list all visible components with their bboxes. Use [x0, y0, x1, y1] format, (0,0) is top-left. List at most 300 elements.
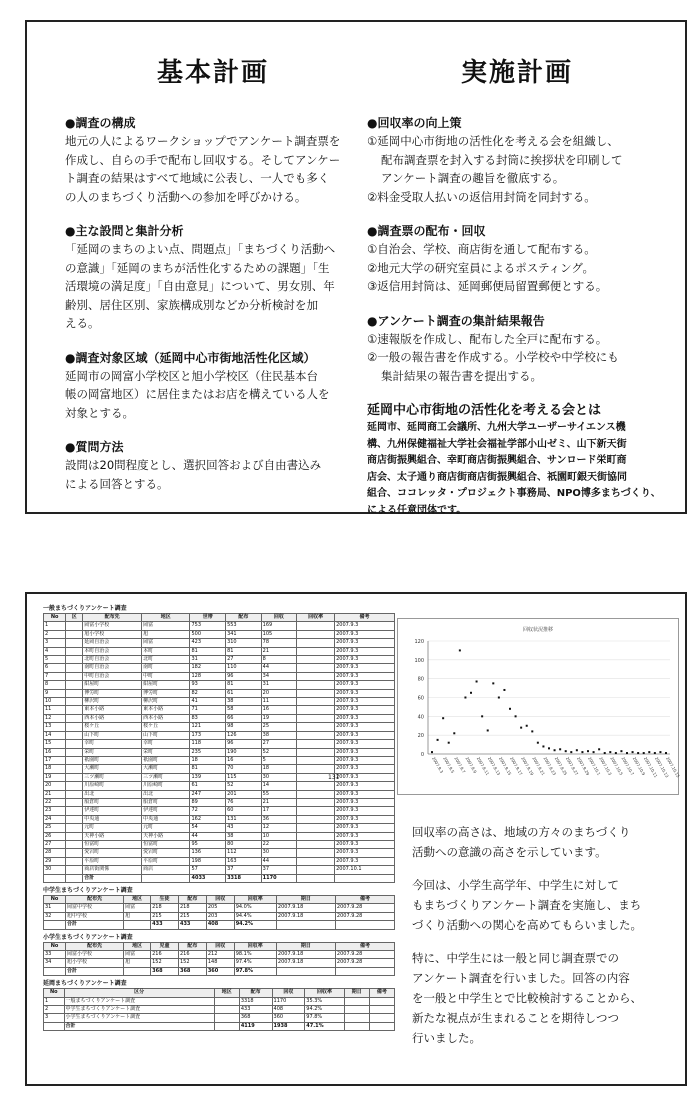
table-cell: 10 [44, 698, 66, 706]
basic-plan-sections [65, 115, 361, 493]
table-cell [66, 857, 83, 865]
table-row [44, 824, 395, 832]
table-cell: 162 [190, 815, 226, 823]
table-row [44, 1014, 395, 1022]
chart-y-tick-label: 100 [414, 657, 424, 664]
survey-table [43, 895, 395, 930]
table-cell: 24 [44, 815, 66, 823]
chart-point [548, 747, 550, 749]
chart-point [598, 748, 600, 750]
table-header-cell: 配布 [178, 942, 206, 950]
table-header-cell: 備考 [335, 896, 394, 904]
table-cell: 136 [190, 849, 226, 857]
table-cell: 3318 [239, 997, 272, 1005]
table-header-cell: 児童 [151, 942, 179, 950]
table-total-cell: 368 [151, 967, 179, 975]
section-line: ②一般の報告書を作成する。小学校や中学校にも [367, 350, 619, 364]
table-cell: 96 [226, 740, 262, 748]
table-cell: 96 [226, 672, 262, 680]
section-heading: ●調査対象区域（延岡中心市街地活性化区域） [65, 350, 316, 365]
table-cell [297, 748, 335, 756]
table-cell: 16 [226, 756, 262, 764]
table-cell: 旭中学校 [66, 912, 124, 920]
table-header-cell: 配布 [178, 896, 206, 904]
table-cell: 平原町 [142, 857, 190, 865]
table-title: 小学生まちづくりアンケート調査 [43, 933, 133, 941]
table-cell [66, 647, 83, 655]
chart-x-tick-label: 2007.10.13 [653, 756, 670, 779]
table-cell [66, 782, 83, 790]
table-header-cell: 配布先 [66, 942, 124, 950]
chart-x-tick-label: 2007.10.11 [642, 756, 659, 779]
table-cell: 岡富中学校 [66, 904, 124, 912]
chart-x-tick-label: 2007.9.3 [431, 756, 445, 774]
table-total-cell: 433 [178, 921, 206, 929]
table-row [44, 681, 395, 689]
section-line: 集計結果の報告書を提出する。 [381, 368, 542, 383]
chart-x-tick-label: 2007.9.5 [442, 756, 456, 774]
table-header-cell: 配布先 [66, 896, 124, 904]
table-cell: 北町 [142, 656, 190, 664]
chart-point [437, 739, 439, 741]
chart-y-tick-label: 20 [417, 733, 424, 740]
basic-plan-column [65, 22, 361, 510]
table-total-cell: 3318 [226, 874, 262, 882]
table-cell: 216 [151, 951, 179, 959]
chart-point [431, 751, 433, 753]
table-total-cell: 433 [151, 921, 179, 929]
table-cell: 215 [178, 912, 206, 920]
table-row [44, 798, 395, 806]
table-header-cell: 地区 [124, 896, 151, 904]
table-cell [66, 672, 83, 680]
chart-point [492, 682, 494, 684]
table-cell: 2007.9.18 [276, 951, 335, 959]
chart-point [587, 750, 589, 752]
table-cell: 76 [226, 798, 262, 806]
table-cell: 203 [206, 912, 234, 920]
table-header-cell: 回収率 [234, 942, 276, 950]
table-cell: 26 [44, 832, 66, 840]
table-cell [297, 765, 335, 773]
table-header-cell: 配布先 [83, 614, 142, 622]
table-cell: 38 [226, 698, 262, 706]
table-cell: 岡富 [142, 622, 190, 630]
plan-section [65, 439, 361, 493]
table-header-cell: 配布 [226, 614, 262, 622]
chart-point [565, 750, 567, 752]
table-row [44, 912, 395, 920]
table-cell [297, 731, 335, 739]
table-cell: 博労町 [83, 689, 142, 697]
table-cell: 44 [261, 664, 297, 672]
commentary-paragraph [412, 948, 687, 1048]
table-total-cell: 97.8% [234, 967, 276, 975]
implementation-plan-column [367, 22, 667, 519]
table-cell: 10 [261, 832, 297, 840]
section-line: 地元の人によるワークショップでアンケート調査票を [65, 134, 341, 148]
table-header-cell: 回収率 [234, 896, 276, 904]
table-cell: 9 [44, 689, 66, 697]
commentary-line: づくり活動への関心を高めてもらいました。 [412, 918, 642, 932]
table-total-cell: 1938 [272, 1022, 305, 1030]
table-row [44, 866, 395, 874]
table-cell: 60 [226, 807, 262, 815]
table-cell: 2007.9.3 [335, 622, 395, 630]
table-total-cell [124, 967, 151, 975]
table-row [44, 849, 395, 857]
table-cell: 37 [261, 866, 297, 874]
table-cell [297, 672, 335, 680]
table-total-cell: 94.2% [234, 921, 276, 929]
table-cell: 出北 [142, 790, 190, 798]
table-cell [66, 815, 83, 823]
table-header-cell: 回収 [206, 942, 234, 950]
chart-y-tick-label: 60 [417, 695, 424, 702]
table-row [44, 904, 395, 912]
table-cell: 95 [190, 840, 226, 848]
table-total-cell [335, 874, 395, 882]
table-cell: 愛宕町 [142, 849, 190, 857]
table-cell [369, 997, 394, 1005]
table-cell: 柳沢町 [83, 698, 142, 706]
table-cell: 57 [190, 866, 226, 874]
table-cell: 98 [226, 723, 262, 731]
table-cell: 川原崎町 [83, 782, 142, 790]
results-panel [25, 592, 687, 1086]
section-line: 配布調査票を封入する封筒に挨拶状を印刷して [381, 152, 623, 167]
table-cell: 753 [190, 622, 226, 630]
commentary-line: 新たな視点が生まれることを期待しつつ [412, 1011, 619, 1025]
chart-point [581, 751, 583, 753]
table-row [44, 959, 395, 967]
table-cell: 11 [261, 698, 297, 706]
table-cell: 21 [44, 790, 66, 798]
chart-point [570, 751, 572, 753]
table-cell: 247 [190, 790, 226, 798]
table-total-cell: 360 [206, 967, 234, 975]
table-cell: 南町 [142, 664, 190, 672]
chart-point [520, 727, 522, 729]
section-line: アンケート調査の趣旨を徹底する。 [381, 171, 565, 185]
section-heading: ●回収率の向上策 [367, 116, 462, 130]
section-line: える。 [65, 316, 100, 330]
table-cell: 延岡自治会 [83, 639, 142, 647]
table-row [44, 714, 395, 722]
table-cell [297, 815, 335, 823]
table-cell: 商店 [142, 866, 190, 874]
table-cell [297, 622, 335, 630]
table-cell [66, 790, 83, 798]
table-cell: 37 [226, 866, 262, 874]
table-row [44, 790, 395, 798]
table-cell: 131 [226, 815, 262, 823]
section-body [367, 132, 667, 206]
table-cell: 2007.9.3 [335, 723, 395, 731]
table-cell: 14 [44, 731, 66, 739]
table-cell: 2007.9.3 [335, 740, 395, 748]
table-cell: 38 [261, 731, 297, 739]
table-cell: 44 [261, 857, 297, 865]
table-cell: 3 [44, 639, 66, 647]
commentary-line: 活動への意識の高さを示しています。 [412, 845, 607, 859]
table-total-cell [369, 1022, 394, 1030]
table-row [44, 857, 395, 865]
table-cell [214, 1014, 239, 1022]
table-title: 一般まちづくりアンケート調査 [43, 605, 127, 612]
table-row [44, 773, 395, 781]
table-cell: 2007.9.3 [335, 731, 395, 739]
table-cell: 2007.10.1 [335, 866, 395, 874]
table-cell [66, 756, 83, 764]
chart-point [554, 749, 556, 751]
note-131: 131 [328, 774, 340, 781]
table-total-cell: 4033 [190, 874, 226, 882]
table-cell [66, 849, 83, 857]
table-row [44, 997, 395, 1005]
table-cell [297, 723, 335, 731]
table-cell [297, 639, 335, 647]
table-total-cell [297, 874, 335, 882]
chart-point [464, 697, 466, 699]
table-cell: 船倉町 [83, 798, 142, 806]
table-cell: 22 [261, 840, 297, 848]
section-line: 延岡市の岡富小学校区と旭小学校区（住民基本台 [65, 368, 318, 383]
table-cell: 中町 [142, 672, 190, 680]
table-cell: 中央通 [142, 815, 190, 823]
section-heading: ●調査の構成 [65, 116, 136, 130]
table-cell [66, 840, 83, 848]
table-cell [297, 824, 335, 832]
table-cell: 19 [261, 714, 297, 722]
table-cell: 2007.9.3 [335, 647, 395, 655]
table-cell: 81 [226, 681, 262, 689]
chart-title: 回収状況推移 [522, 627, 554, 633]
chart-point [481, 715, 483, 717]
chart-point [526, 725, 528, 727]
table-cell: 2007.9.3 [335, 698, 395, 706]
section-line: 齢別、居住区別、家族構成別などか分析検討を加 [65, 297, 318, 312]
table-cell: 28 [44, 849, 66, 857]
table-total-cell: 1170 [261, 874, 297, 882]
table-cell: 52 [261, 748, 297, 756]
chart-point [632, 751, 634, 753]
table-cell: 93 [190, 681, 226, 689]
table-cell: 30 [44, 866, 66, 874]
table-cell: 94.0% [234, 904, 276, 912]
table-cell: 20 [44, 782, 66, 790]
table-cell [297, 832, 335, 840]
table-cell [297, 664, 335, 672]
table-cell: 163 [226, 857, 262, 865]
table-cell [297, 807, 335, 815]
commentary-line: もまちづくりアンケート調査を実施し、まち [412, 898, 642, 912]
section-line: 作成し、自らの手で配布し回収する。そしてアンケー [65, 152, 341, 167]
table-cell [297, 740, 335, 748]
section-line: ①自治会、学校、商店街を通して配布する。 [367, 242, 596, 256]
organization-title: 延岡中心市街地の活性化を考える会とは [367, 403, 602, 418]
table-cell: 81 [226, 647, 262, 655]
chart-x-tick-label: 2007.10.15 [665, 756, 681, 779]
table-row [44, 1006, 395, 1014]
table-cell: 中学生まちづくりアンケート調査 [64, 1006, 214, 1014]
table-total-cell: 合計 [83, 874, 142, 882]
table-cell: 218 [151, 904, 179, 912]
section-line: ①延岡中心市街地の活性化を考える会を組織し、 [367, 134, 619, 148]
chart-point [537, 742, 539, 744]
section-line: 帳の岡富地区）に居住またはお店を構えている人を [65, 387, 330, 401]
table-cell: 2007.9.28 [335, 904, 394, 912]
chart-point [615, 752, 617, 754]
survey-table [43, 942, 395, 977]
table-cell: 25 [44, 824, 66, 832]
table-header-row [44, 896, 395, 904]
table-cell: 旭小学校 [66, 959, 124, 967]
table-cell: 105 [261, 630, 297, 638]
table-cell: 4 [44, 647, 66, 655]
table-cell: 71 [190, 706, 226, 714]
table-cell [66, 681, 83, 689]
table-cell: 平原町 [83, 857, 142, 865]
chart-point [604, 752, 606, 754]
chart-x-tick-label: 2007.9.15 [497, 756, 513, 777]
section-body [65, 456, 361, 493]
table-cell: 15 [44, 740, 66, 748]
table-cell: 伊達町 [83, 807, 142, 815]
table-cell: 17 [44, 756, 66, 764]
plan-section [367, 313, 667, 386]
table-header-cell: 地区 [142, 614, 190, 622]
table-cell [66, 765, 83, 773]
table-cell: 70 [226, 765, 262, 773]
chart-point [576, 749, 578, 751]
table-header-cell: 期日 [276, 942, 335, 950]
table-cell: 23 [44, 807, 66, 815]
table-cell: 天神小路 [83, 832, 142, 840]
table-cell: 元町 [83, 824, 142, 832]
table-cell: 2007.9.3 [335, 630, 395, 638]
survey-tables [43, 604, 395, 1031]
chart-x-tick-label: 2007.10.1 [587, 756, 602, 777]
table-cell: 152 [151, 959, 179, 967]
table-cell: 旭 [124, 912, 151, 920]
table-cell [297, 647, 335, 655]
table-cell: 97.8% [305, 1014, 344, 1022]
table-cell [66, 630, 83, 638]
table-header-cell: No [44, 989, 65, 997]
table-cell [369, 1006, 394, 1014]
table-cell: 西本小路 [83, 714, 142, 722]
table-cell: 54 [190, 824, 226, 832]
chart-point [637, 752, 639, 754]
table-total-cell [142, 874, 190, 882]
table-cell: 2007.9.3 [335, 706, 395, 714]
table-cell [66, 807, 83, 815]
table-cell: 44 [190, 832, 226, 840]
table-cell: 38 [226, 832, 262, 840]
table-total-cell [44, 1022, 65, 1030]
table-cell [297, 798, 335, 806]
plan-section [367, 223, 667, 296]
table-total-cell [66, 874, 83, 882]
table-cell: 18 [261, 765, 297, 773]
table-cell [66, 706, 83, 714]
table-cell: 190 [226, 748, 262, 756]
table-cell [344, 997, 369, 1005]
table-cell: 8 [261, 656, 297, 664]
table-cell: 82 [190, 689, 226, 697]
chart-x-tick-label: 2007.9.17 [509, 756, 524, 777]
table-total-row [44, 967, 395, 975]
table-row [44, 815, 395, 823]
table-cell: 2007.9.3 [335, 849, 395, 857]
table-cell [297, 698, 335, 706]
table-cell [297, 849, 335, 857]
organization-line: 構、九州保健福祉大学社会福祉学部小山ゼミ、山下新天街 [367, 438, 627, 450]
organization-line: 延岡市、延岡商工会議所、九州大学ユーザーサイエンス機 [367, 422, 626, 433]
table-cell: 2007.9.3 [335, 714, 395, 722]
table-cell: 紺屋町 [142, 681, 190, 689]
table-cell: 218 [178, 904, 206, 912]
table-cell [66, 639, 83, 647]
table-cell: 16 [44, 748, 66, 756]
table-cell: 368 [239, 1014, 272, 1022]
commentary-line: 回収率の高さは、地域の方々のまちづくり [412, 825, 631, 839]
chart-x-tick-label: 2007.9.23 [542, 756, 558, 777]
chart-x-tick-label: 2007.9.9 [464, 756, 478, 774]
table-cell: 83 [190, 714, 226, 722]
section-line: ①速報版を作成し、配布した全戸に配布する。 [367, 331, 608, 346]
table-cell: 幸町 [83, 740, 142, 748]
table-cell: 山下町 [142, 731, 190, 739]
table-header-row [44, 989, 395, 997]
table-cell: 大瀬町 [83, 765, 142, 773]
table-total-cell: 合計 [66, 921, 124, 929]
table-cell: 1 [44, 997, 65, 1005]
table-cell: 三ツ瀬町 [83, 773, 142, 781]
table-cell: 6 [44, 664, 66, 672]
table-cell: 66 [226, 714, 262, 722]
collection-chart-svg [398, 619, 681, 794]
chart-x-tick-label: 2007.10.5 [609, 756, 624, 777]
table-row [44, 840, 395, 848]
table-header-cell: 世帯 [190, 614, 226, 622]
table-cell: 2007.9.3 [335, 857, 395, 865]
table-cell: 2007.9.28 [335, 959, 394, 967]
table-cell: 216 [178, 951, 206, 959]
table-header-cell: 配布 [239, 989, 272, 997]
organization-line: 店会、太子通り商店街商店街振興組合、祇園町銀天街協同 [367, 471, 627, 483]
chart-x-tick-label: 2007.9.11 [475, 756, 491, 777]
chart-point [559, 748, 561, 750]
table-cell: 31 [44, 904, 66, 912]
chart-point [665, 752, 667, 754]
table-total-cell [335, 921, 394, 929]
table-cell: 2007.9.3 [335, 756, 395, 764]
table-cell: 98.1% [234, 951, 276, 959]
table-cell: 2007.9.3 [335, 840, 395, 848]
table-cell: 152 [178, 959, 206, 967]
table-cell: 山下町 [83, 731, 142, 739]
table-header-cell: 地区 [214, 989, 239, 997]
table-cell: 20 [261, 689, 297, 697]
table-cell [297, 630, 335, 638]
chart-y-tick-label: 40 [417, 714, 424, 721]
table-cell [66, 698, 83, 706]
table-cell: 岡富 [142, 639, 190, 647]
table-cell: 182 [190, 664, 226, 672]
table-row [44, 698, 395, 706]
